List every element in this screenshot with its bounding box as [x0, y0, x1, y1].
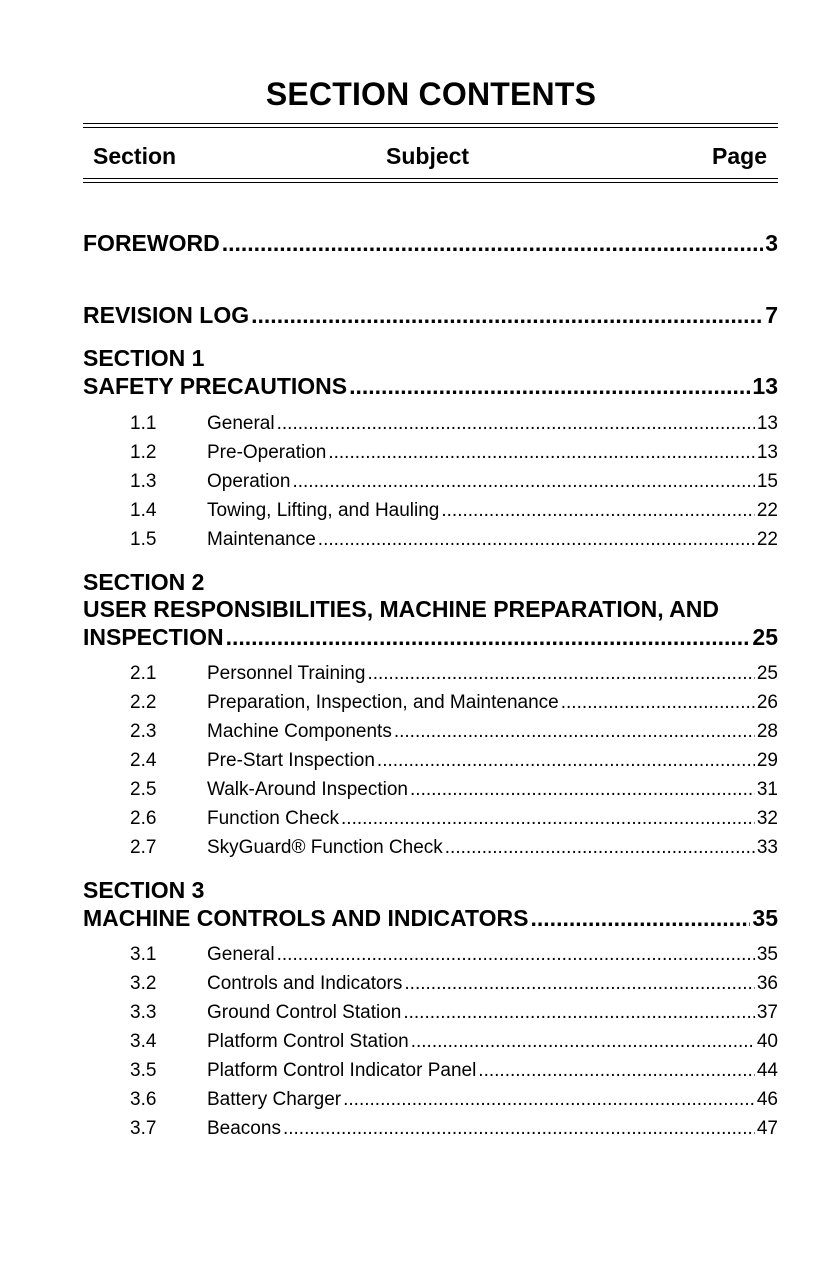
toc-entry-page: 25 — [752, 624, 778, 650]
subentry-number: 2.3 — [130, 721, 157, 742]
leader-dots — [226, 624, 751, 651]
toc-subentry[interactable] — [130, 442, 778, 464]
toc-entry-page: 3 — [765, 230, 778, 256]
header-rule-top-1 — [83, 123, 778, 124]
leader-dots — [283, 1118, 755, 1140]
subentry-page: 40 — [756, 1031, 778, 1052]
subentry-number: 3.7 — [130, 1118, 157, 1139]
subentry-label: Battery Charger — [207, 1089, 342, 1110]
subentry-number: 2.6 — [130, 808, 157, 829]
subentry-number: 1.2 — [130, 442, 157, 463]
subentry-page: 22 — [756, 529, 778, 550]
toc-subentry[interactable] — [130, 1031, 778, 1053]
toc-subentry[interactable] — [130, 529, 778, 551]
column-header-subject: Subject — [386, 143, 470, 169]
subentry-label: Operation — [207, 471, 291, 492]
leader-dots — [292, 471, 754, 493]
subentry-label: General — [207, 944, 275, 965]
toc-entry-page: 13 — [752, 373, 778, 399]
section-1-heading: SECTION 1 — [83, 345, 205, 371]
subentry-label: Walk-Around Inspection — [207, 779, 409, 800]
header-rule-bottom-1 — [83, 178, 778, 179]
toc-entry-revision-log[interactable] — [83, 302, 778, 329]
leader-dots — [222, 230, 763, 257]
leader-dots — [411, 1031, 755, 1053]
subentry-number: 3.3 — [130, 1002, 157, 1023]
subentry-number: 3.6 — [130, 1089, 157, 1110]
subentry-label: Towing, Lifting, and Hauling — [207, 500, 440, 521]
leader-dots — [561, 692, 755, 714]
toc-entry-label: REVISION LOG — [83, 302, 250, 328]
subentry-number: 2.7 — [130, 837, 157, 858]
toc-entry-label: SAFETY PRECAUTIONS — [83, 373, 348, 399]
leader-dots — [403, 1002, 755, 1024]
toc-entry-label: MACHINE CONTROLS AND INDICATORS — [83, 905, 529, 931]
subentry-page: 13 — [756, 442, 778, 463]
subentry-label: Function Check — [207, 808, 340, 829]
subentry-page: 29 — [756, 750, 778, 771]
toc-subentry[interactable] — [130, 1089, 778, 1111]
subentry-number: 2.5 — [130, 779, 157, 800]
column-header-section: Section — [93, 143, 177, 169]
toc-subentry[interactable] — [130, 1060, 778, 1082]
column-header-page: Page — [712, 143, 767, 169]
leader-dots — [328, 442, 755, 464]
leader-dots — [441, 500, 754, 522]
subentry-label: Preparation, Inspection, and Maintenance — [207, 692, 559, 713]
subentry-label: Maintenance — [207, 529, 316, 550]
subentry-page: 26 — [756, 692, 778, 713]
subentry-number: 2.2 — [130, 692, 157, 713]
subentry-number: 2.4 — [130, 750, 157, 771]
toc-entry-section-1[interactable] — [83, 373, 778, 400]
header-rule-bottom-2 — [83, 182, 778, 183]
toc-entry-page: 35 — [752, 905, 778, 931]
subentry-label: Personnel Training — [207, 663, 366, 684]
toc-entry-section-3[interactable] — [83, 905, 778, 932]
toc-entry-section-2[interactable] — [83, 624, 778, 651]
subentry-number: 3.5 — [130, 1060, 157, 1081]
subentry-page: 33 — [756, 837, 778, 858]
toc-subentry[interactable] — [130, 471, 778, 493]
leader-dots — [478, 1060, 755, 1082]
toc-subentry[interactable] — [130, 779, 778, 801]
leader-dots — [531, 905, 751, 932]
page-title: SECTION CONTENTS — [265, 76, 597, 112]
toc-entry-foreword[interactable] — [83, 230, 778, 257]
toc-subentry[interactable] — [130, 944, 778, 966]
leader-dots — [377, 750, 755, 772]
subentry-page: 46 — [756, 1089, 778, 1110]
subentry-page: 28 — [756, 721, 778, 742]
toc-subentry[interactable] — [130, 1118, 778, 1140]
toc-subentry[interactable] — [130, 663, 778, 685]
leader-dots — [277, 944, 755, 966]
leader-dots — [445, 837, 755, 859]
toc-subentry[interactable] — [130, 750, 778, 772]
subentry-page: 44 — [756, 1060, 778, 1081]
leader-dots — [394, 721, 755, 743]
leader-dots — [367, 663, 754, 685]
subentry-label: Controls and Indicators — [207, 973, 403, 994]
toc-subentry[interactable] — [130, 808, 778, 830]
subentry-number: 3.1 — [130, 944, 157, 965]
leader-dots — [318, 529, 755, 551]
toc-entry-page: 7 — [765, 302, 778, 328]
subentry-label: SkyGuard® Function Check — [207, 837, 443, 858]
subentry-label: Platform Control Station — [207, 1031, 409, 1052]
leader-dots — [341, 808, 755, 830]
subentry-page: 15 — [756, 471, 778, 492]
toc-subentry[interactable] — [130, 413, 778, 435]
leader-dots — [410, 779, 755, 801]
subentry-page: 13 — [756, 413, 778, 434]
subentry-number: 1.1 — [130, 413, 157, 434]
subentry-label: Pre-Start Inspection — [207, 750, 375, 771]
subentry-number: 2.1 — [130, 663, 157, 684]
toc-entry-label: FOREWORD — [83, 230, 220, 256]
subentry-number: 1.3 — [130, 471, 157, 492]
subentry-label: Machine Components — [207, 721, 392, 742]
toc-subentry[interactable] — [130, 692, 778, 714]
subentry-number: 3.2 — [130, 973, 157, 994]
section-2-title-line-1: USER RESPONSIBILITIES, MACHINE PREPARATION, AND — [83, 596, 719, 622]
toc-subentry[interactable] — [130, 973, 778, 995]
subentry-page: 25 — [756, 663, 778, 684]
subentry-number: 1.4 — [130, 500, 157, 521]
leader-dots — [349, 373, 750, 400]
subentry-label: Beacons — [207, 1118, 281, 1139]
header-rule-top-2 — [83, 127, 778, 128]
toc-subentry[interactable] — [130, 837, 778, 859]
subentry-page: 35 — [756, 944, 778, 965]
subentry-label: General — [207, 413, 275, 434]
subentry-page: 36 — [756, 973, 778, 994]
leader-dots — [277, 413, 755, 435]
subentry-label: Ground Control Station — [207, 1002, 402, 1023]
leader-dots — [404, 973, 754, 995]
subentry-page: 32 — [756, 808, 778, 829]
subentry-page: 31 — [756, 779, 778, 800]
leader-dots — [343, 1089, 755, 1111]
subentry-number: 3.4 — [130, 1031, 157, 1052]
subentry-page: 37 — [756, 1002, 778, 1023]
subentry-label: Pre-Operation — [207, 442, 327, 463]
toc-subentry[interactable] — [130, 500, 778, 522]
subentry-number: 1.5 — [130, 529, 157, 550]
toc-subentry[interactable] — [130, 1002, 778, 1024]
toc-entry-label: INSPECTION — [83, 624, 224, 650]
leader-dots — [251, 302, 763, 329]
subentry-page: 47 — [756, 1118, 778, 1139]
subentry-page: 22 — [756, 500, 778, 521]
section-3-heading: SECTION 3 — [83, 877, 205, 903]
subentry-label: Platform Control Indicator Panel — [207, 1060, 477, 1081]
toc-subentry[interactable] — [130, 721, 778, 743]
section-2-heading: SECTION 2 — [83, 569, 205, 595]
